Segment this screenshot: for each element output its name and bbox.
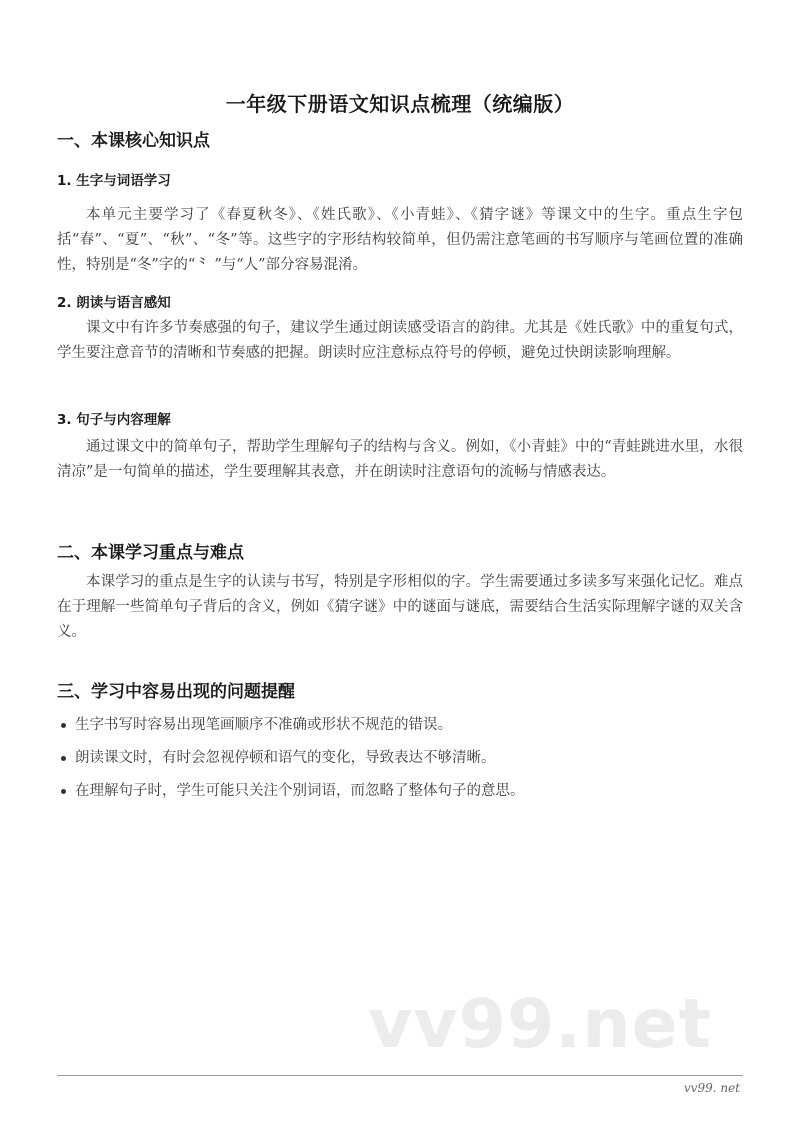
sub-heading-sentence-understanding: 3. 句子与内容理解 [57, 412, 171, 428]
paragraph-reading-perception: 课文中有许多节奏感强的句子，建议学生通过朗读感受语言的韵律。尤其是《姓氏歌》中的重复句式，学生要注意音节的清晰和节奏感的把握。朗读时应注意标点符号的停顿，避免过快朗读影响理解。 [57, 320, 743, 361]
paragraph-characters-words: 本单元主要学习了《春夏秋冬》、《姓氏歌》、《小青蛙》、《猜字谜》等课文中的生字。重点生字包括“春”、“夏”、“秋”、“冬”等。这些字的字形结构较简单，但仍需注意笔画的书写顺序与笔画位置的准确性，特别是“冬”字的“⺀ ”与“人”部分容易混淆。 [57, 207, 743, 273]
bullet-icon [61, 723, 66, 728]
list-item-text: 朗读课文时，有时会忽视停顿和语气的变化，导致表达不够清晰。 [75, 750, 496, 766]
list-item-text: 在理解句子时，学生可能只关注个别词语，而忽略了整体句子的意思。 [75, 783, 525, 799]
sub-heading-reading-perception: 2. 朗读与语言感知 [57, 295, 171, 311]
list-item-text: 生字书写时容易出现笔画顺序不准确或形状不规范的错误。 [75, 717, 452, 733]
bullet-icon [61, 789, 66, 794]
page-title: 一年级下册语文知识点梳理（统编版） [225, 92, 575, 116]
list-item [57, 714, 743, 737]
list-item [57, 747, 743, 770]
sub-heading-characters-words: 1. 生字与词语学习 [57, 173, 171, 189]
footer-site-label: vv99. net [683, 1081, 740, 1095]
paragraph-key-difficult-points: 本课学习的重点是生字的认读与书写，特别是字形相似的字。学生需要通过多读多写来强化记忆。难点在于理解一些简单句子背后的含义，例如《猜字谜》中的谜面与谜底，需要结合生活实际理解字谜的双关含义。 [57, 574, 743, 640]
bullet-icon [61, 756, 66, 761]
paragraph-sentence-understanding: 通过课文中的简单句子，帮助学生理解句子的结构与含义。例如，《小青蛙》中的“青蛙跳进水里，水很清凉”是一句简单的描述，学生要理解其表意，并在朗读时注意语句的流畅与情感表达。 [57, 439, 743, 480]
list-item [57, 780, 743, 803]
section-heading-key-difficult-points: 二、本课学习重点与难点 [57, 543, 244, 563]
watermark: vv99.net [368, 985, 713, 1064]
section-heading-common-problems: 三、学习中容易出现的问题提醒 [57, 682, 295, 702]
section-heading-core-knowledge: 一、本课核心知识点 [57, 131, 210, 151]
common-problems-list [57, 714, 743, 813]
footer-divider [57, 1075, 743, 1076]
